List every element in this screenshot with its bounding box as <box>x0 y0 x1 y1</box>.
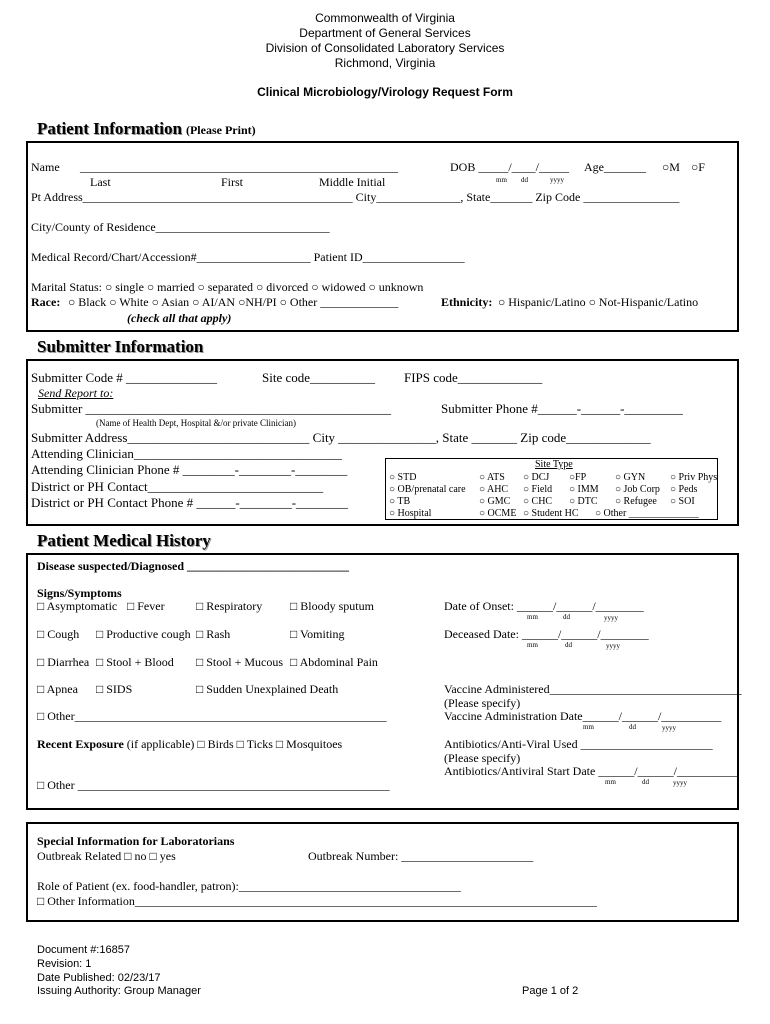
submitter-address-field[interactable]: Submitter Address____________________________ City _______________, State _______ Zip code_____________ <box>31 430 651 445</box>
name-sub-last: Last <box>90 175 111 189</box>
antibiotics-mm-label: mm <box>605 778 616 786</box>
diarrhea-checkbox[interactable]: □ Diarrhea <box>37 655 90 669</box>
dob-yyyy-label: yyyy <box>550 176 564 184</box>
site-type-field[interactable]: ○ Field <box>523 484 553 495</box>
deceased-yyyy-label: yyyy <box>606 642 620 650</box>
other-information-field[interactable]: □ Other Information_____________________________________________________________________________ <box>37 894 597 908</box>
site-type-peds[interactable]: ○ Peds <box>670 484 698 495</box>
header-line-2: Department of General Services <box>299 26 471 40</box>
antibiotics-please-specify: (Please specify) <box>444 751 521 765</box>
patient-section-title: Patient Information <box>37 119 182 138</box>
vaccine-dd-label: dd <box>629 723 636 731</box>
onset-yyyy-label: yyyy <box>604 614 618 622</box>
site-type-std[interactable]: ○ STD <box>389 472 417 483</box>
race-options[interactable]: ○ Black ○ White ○ Asian ○ AI/AN ○NH/PI ○ Other _____________ <box>68 295 399 309</box>
sudden-death-checkbox[interactable]: □ Sudden Unexplained Death <box>196 682 339 696</box>
age-field[interactable]: Age_______ <box>584 160 646 174</box>
antibiotics-dd-label: dd <box>642 778 649 786</box>
vaccine-administered-field[interactable]: Vaccine Administered________________________________ <box>444 682 742 696</box>
recent-exposure-row[interactable] <box>37 737 342 752</box>
site-type-chc[interactable]: ○ CHC <box>523 496 553 507</box>
page-number: Page 1 of 2 <box>522 985 579 997</box>
deceased-mm-label: mm <box>527 641 538 649</box>
site-type-gyn[interactable]: ○ GYN <box>615 472 646 483</box>
vaccine-date-field[interactable]: Vaccine Administration Date______/______/__________ <box>444 709 722 723</box>
outbreak-number-field[interactable]: Outbreak Number: ______________________ <box>308 849 534 863</box>
header-line-1: Commonwealth of Virginia <box>315 11 455 25</box>
name-label: Name <box>31 160 60 174</box>
site-type-ocme[interactable]: ○ OCME <box>479 508 517 519</box>
sex-female-radio[interactable]: ○F <box>691 160 705 174</box>
site-type-ats[interactable]: ○ ATS <box>479 472 505 483</box>
rash-checkbox[interactable]: □ Rash <box>196 627 231 641</box>
recent-exposure-options[interactable]: (if applicable) □ Birds □ Ticks □ Mosquitoes <box>126 737 343 751</box>
submitter-note: (Name of Health Dept, Hospital &/or private Clinician) <box>96 418 296 428</box>
ph-contact-field[interactable]: District or PH Contact___________________________ <box>31 479 324 494</box>
site-type-soi[interactable]: ○ SOI <box>670 496 695 507</box>
dob-dd-label: dd <box>521 176 528 184</box>
submitter-name-field[interactable]: Submitter _______________________________________________ <box>31 401 392 416</box>
site-type-ob-prenatal[interactable]: ○ OB/prenatal care <box>389 484 466 495</box>
deceased-dd-label: dd <box>565 641 572 649</box>
dob-field[interactable]: DOB _____/____/_____ <box>450 160 570 174</box>
header-line-4: Richmond, Virginia <box>334 56 436 70</box>
site-type-gmc[interactable]: ○ GMC <box>479 496 511 507</box>
other-symptom-field[interactable]: □ Other____________________________________________________ <box>37 709 387 723</box>
site-type-imm[interactable]: ○ IMM <box>569 484 599 495</box>
date-of-onset-field[interactable]: Date of Onset: ______/______/________ <box>444 599 644 613</box>
send-report-label: Send Report to: <box>38 386 114 400</box>
name-sub-middle: Middle Initial <box>319 175 386 189</box>
site-code-field[interactable]: Site code__________ <box>262 370 376 385</box>
vomiting-checkbox[interactable]: □ Vomiting <box>290 627 345 641</box>
site-type-fp[interactable]: ○FP <box>569 472 587 483</box>
history-section-title: Patient Medical History <box>37 531 211 550</box>
name-field[interactable]: _____________________________________________________ <box>80 160 398 174</box>
header-line-3: Division of Consolidated Laboratory Services <box>265 41 505 55</box>
attending-phone-field[interactable]: Attending Clinician Phone # ________-________-________ <box>31 462 348 477</box>
site-type-job-corp[interactable]: ○ Job Corp <box>615 484 660 495</box>
ethnicity-label: Ethnicity: <box>441 295 493 309</box>
form-title: Clinical Microbiology/Virology Request Form <box>257 85 513 99</box>
sex-male-radio[interactable]: ○M <box>662 160 680 174</box>
marital-status-options[interactable]: Marital Status: ○ single ○ married ○ separated ○ divorced ○ widowed ○ unknown <box>31 280 424 294</box>
cough-checkbox[interactable]: □ Cough <box>37 627 80 641</box>
signs-symptoms-title: Signs/Symptoms <box>37 586 122 600</box>
respiratory-checkbox[interactable]: □ Respiratory <box>196 599 263 613</box>
submitter-section-title: Submitter Information <box>37 337 204 356</box>
site-type-dcj[interactable]: ○ DCJ <box>523 472 550 483</box>
site-type-priv-phys[interactable]: ○ Priv Phys <box>670 472 718 483</box>
apnea-checkbox[interactable]: □ Apnea <box>37 682 78 696</box>
site-type-title: Site Type <box>535 459 573 470</box>
submitter-phone-field[interactable]: Submitter Phone #______-______-_________ <box>441 401 683 416</box>
address-field[interactable]: Pt Address_____________________________________________ City______________, State_______ Zip Code ________________ <box>31 190 680 204</box>
stool-mucous-checkbox[interactable]: □ Stool + Mucous <box>196 655 284 669</box>
patient-title-note: (Please Print) <box>185 123 256 137</box>
outbreak-related-options[interactable]: Outbreak Related □ no □ yes <box>37 849 176 863</box>
stool-blood-checkbox[interactable]: □ Stool + Blood <box>96 655 174 669</box>
fips-code-field[interactable]: FIPS code_____________ <box>404 370 543 385</box>
productive-cough-checkbox[interactable]: □ Productive cough <box>96 627 191 641</box>
ethnicity-options[interactable]: ○ Hispanic/Latino ○ Not-Hispanic/Latino <box>498 295 699 309</box>
sids-checkbox[interactable]: □ SIDS <box>96 682 133 696</box>
ph-contact-phone-field[interactable]: District or PH Contact Phone # ______-________-________ <box>31 495 349 510</box>
site-type-other[interactable]: ○ Other ______________ <box>595 508 699 519</box>
race-note: (check all that apply) <box>127 311 232 325</box>
date-published: Date Published: 02/23/17 <box>37 972 161 984</box>
dob-mm-label: mm <box>496 176 507 184</box>
site-type-hospital[interactable]: ○ Hospital <box>389 508 432 519</box>
disease-suspected-field[interactable]: Disease suspected/Diagnosed ___________________________ <box>37 559 350 573</box>
antibiotics-start-date-field[interactable]: Antibiotics/Antiviral Start Date ______/______/__________ <box>444 764 737 778</box>
site-type-dtc[interactable]: ○ DTC <box>569 496 598 507</box>
fever-checkbox[interactable]: □ Fever <box>127 599 165 613</box>
submitter-code-field[interactable]: Submitter Code # ______________ <box>31 370 217 385</box>
bloody-sputum-checkbox[interactable]: □ Bloody sputum <box>290 599 374 613</box>
role-of-patient-field[interactable]: Role of Patient (ex. food-handler, patron):_____________________________________ <box>37 879 461 893</box>
vaccine-yyyy-label: yyyy <box>662 724 676 732</box>
name-sub-first: First <box>221 175 244 189</box>
issuing-authority: Issuing Authority: Group Manager <box>37 985 201 997</box>
vaccine-please-specify: (Please specify) <box>444 696 521 710</box>
county-field[interactable]: City/County of Residence_____________________________ <box>31 220 330 234</box>
asymptomatic-checkbox[interactable]: □ Asymptomatic <box>37 599 118 613</box>
deceased-date-field[interactable]: Deceased Date: ______/______/________ <box>444 627 649 641</box>
site-type-tb[interactable]: ○ TB <box>389 496 411 507</box>
antibiotics-field[interactable]: Antibiotics/Anti-Viral Used ______________________ <box>444 737 713 751</box>
race-label: Race: <box>31 295 61 309</box>
site-type-ahc[interactable]: ○ AHC <box>479 484 509 495</box>
abdominal-pain-checkbox[interactable]: □ Abdominal Pain <box>290 655 378 669</box>
onset-dd-label: dd <box>563 613 570 621</box>
patient-section-heading <box>37 119 256 139</box>
special-info-title: Special Information for Laboratorians <box>37 834 235 848</box>
recent-exposure-label: Recent Exposure <box>37 737 124 751</box>
attending-clinician-field[interactable]: Attending Clinician________________________________ <box>31 446 342 461</box>
revision: Revision: 1 <box>37 958 92 970</box>
vaccine-mm-label: mm <box>583 723 594 731</box>
antibiotics-yyyy-label: yyyy <box>673 779 687 787</box>
document-number: Document #:16857 <box>37 944 130 956</box>
medical-record-field[interactable]: Medical Record/Chart/Accession#___________________ Patient ID_________________ <box>31 250 465 264</box>
site-type-refugee[interactable]: ○ Refugee <box>615 496 657 507</box>
onset-mm-label: mm <box>527 613 538 621</box>
other-exposure-field[interactable]: □ Other ____________________________________________________ <box>37 778 390 792</box>
site-type-student-hc[interactable]: ○ Student HC <box>523 508 579 519</box>
